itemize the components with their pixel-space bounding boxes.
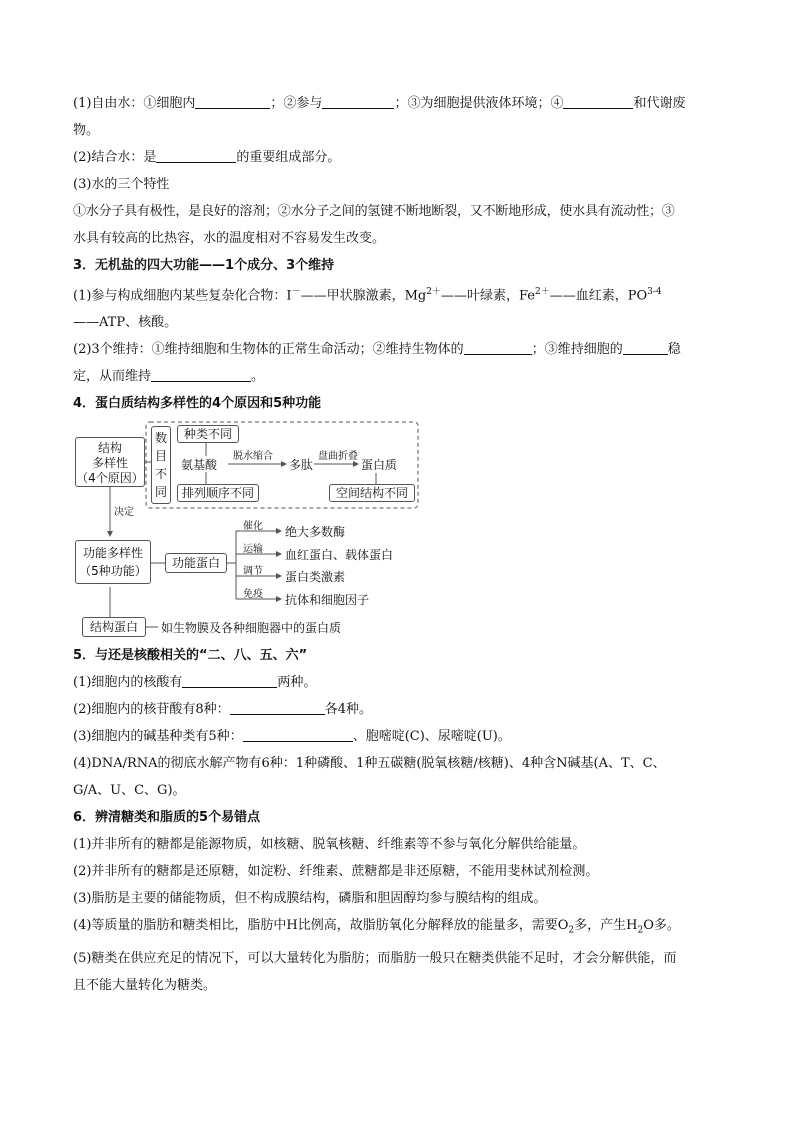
text: (1)参与构成细胞内某些复杂化合物：I xyxy=(73,288,292,304)
functional-protein-box: 功能蛋白 xyxy=(165,553,227,573)
sugar-line-1: (1)并非所有的糖都是能源物质，如核糖、脱氧核糖、纤维素等不参与氧化分解供给能量。 xyxy=(73,837,586,853)
subscript: 2 xyxy=(637,925,644,936)
function-diversity-box: 功能多样性 （5种功能） xyxy=(75,540,151,584)
antibody-label: 抗体和细胞因子 xyxy=(285,593,370,608)
text: (2)结合水：是 xyxy=(73,150,157,165)
heading-text: 6．辨清糖类和脂质的5个易错点 xyxy=(73,810,261,826)
catalyze-label: 催化 xyxy=(243,521,263,533)
sugar-line-2: (2)并非所有的糖都是还原糖，如淀粉、纤维素、蔗糖都是非还原糖，不能用斐林试剂检测。 xyxy=(73,864,599,880)
arrow-head xyxy=(281,461,287,467)
text: 。 xyxy=(251,369,265,385)
text: ——甲状腺激素，Mg xyxy=(300,288,427,304)
hormone-label: 蛋白类激素 xyxy=(285,570,346,585)
salt-line-2: ——ATP、核酸。 xyxy=(73,315,178,331)
section-3-heading xyxy=(73,252,733,279)
text: (2)细胞内的核苷酸有8种： xyxy=(73,702,230,718)
fill-blank[interactable] xyxy=(322,94,394,109)
text: ——血红素，PO xyxy=(549,288,648,304)
text: (4)等质量的脂肪和糖类相比，脂肪中H比例高，故脂肪氧化分解释放的能量多，需要O xyxy=(73,918,569,934)
protein-diagram xyxy=(73,417,733,642)
water-traits-title: (3)水的三个特性 xyxy=(73,177,170,192)
nucleic-line-4: (4)DNA/RNA的彻底水解产物有6种：1种磷酸、1种五碳糖(脱氧核糖/核糖)、4种含N碱基(A、T、C、 xyxy=(73,756,666,772)
arrow-head xyxy=(276,528,282,534)
sugar-line-3: (3)脂肪是主要的储能物质，但不构成膜结构，磷脂和胆固醇均参与膜结构的组成。 xyxy=(73,891,547,907)
text: (2)3个维持：①维持细胞和生物体的正常生命活动；②维持生物体的 xyxy=(73,342,464,358)
section-5-heading xyxy=(73,642,733,669)
fill-blank[interactable] xyxy=(243,727,353,742)
number-different-box: 数 目 不 同 xyxy=(151,426,171,504)
superscript: 3-4 xyxy=(647,287,662,297)
water-traits-line-1: ①水分子具有极性，是良好的溶剂；②水分子之间的氢键不断地断裂，又不断地形成，使水具有流动性；③ xyxy=(73,204,675,219)
text: ——叶绿素，Fe xyxy=(440,288,535,304)
text: ；③维持细胞的 xyxy=(531,342,623,358)
space-structure-different-box: 空间结构不同 xyxy=(329,484,415,502)
nucleic-line-1 xyxy=(73,669,733,696)
arrow-head xyxy=(276,551,282,557)
free-water-line-2: 物。 xyxy=(73,123,100,138)
text: (3)细胞内的碱基种类有5种： xyxy=(73,729,243,745)
fill-blank[interactable] xyxy=(151,367,251,382)
section-4-heading xyxy=(73,390,733,417)
text: 多，产生H xyxy=(574,918,638,934)
text: ；②参与 xyxy=(270,96,323,111)
structural-protein-box: 结构蛋白 xyxy=(82,617,146,637)
transport-label: 运输 xyxy=(243,544,263,556)
text: 稳 xyxy=(667,342,681,358)
peptide-label: 多肽 xyxy=(289,458,314,473)
text: (1)自由水：①细胞内 xyxy=(73,96,196,111)
fill-blank[interactable] xyxy=(156,148,236,163)
text: 和代谢废 xyxy=(633,96,686,111)
sugar-line-5: (5)糖类在供应充足的情况下，可以大量转化为脂肪；而脂肪一般只在糖类供能不足时，才会分解供能，而 xyxy=(73,950,677,966)
superscript: 2＋ xyxy=(534,287,550,297)
fill-blank[interactable] xyxy=(464,340,532,355)
diagram-connectors xyxy=(73,417,733,642)
arrow-head xyxy=(276,596,282,602)
sugar-line-6: 且不能大量转化为糖类。 xyxy=(73,977,217,993)
free-water-line-1 xyxy=(73,90,733,117)
salt-line-4 xyxy=(73,363,733,390)
protein-label: 蛋白质 xyxy=(361,458,398,473)
fill-blank[interactable] xyxy=(623,340,668,355)
structure-diversity-box: 结构 多样性 （4个原因） xyxy=(75,437,145,487)
dehydration-label: 脱水缩合 xyxy=(233,451,273,463)
superscript: － xyxy=(291,287,301,297)
immune-label: 免疫 xyxy=(243,589,263,601)
subscript: 2 xyxy=(568,925,575,936)
heading-text: 3．无机盐的四大功能——1个成分、3个维持 xyxy=(73,258,335,273)
superscript: 2＋ xyxy=(426,287,441,297)
water-traits-line-2: 水具有较高的比热容，水的温度相对不容易发生改变。 xyxy=(73,231,386,246)
arrow-head xyxy=(276,573,282,579)
bound-water-line xyxy=(73,144,733,171)
text: ；③为细胞提供液体环境；④ xyxy=(394,96,564,111)
text: 的重要组成部分。 xyxy=(236,150,341,165)
enzyme-label: 绝大多数酶 xyxy=(285,525,346,540)
regulate-label: 调节 xyxy=(243,566,263,578)
kind-different-box: 种类不同 xyxy=(177,425,239,443)
salt-line-1 xyxy=(73,279,733,309)
text: O多。 xyxy=(643,918,680,934)
salt-line-3 xyxy=(73,336,733,363)
text: 各4种。 xyxy=(324,702,372,718)
fill-blank[interactable] xyxy=(195,94,270,109)
section-6-heading xyxy=(73,804,733,831)
folding-label: 盘曲折叠 xyxy=(318,451,358,463)
nucleic-line-5: G/A、U、C、G)。 xyxy=(73,783,186,799)
heading-text: 5．与还是核酸相关的“二、八、五、六” xyxy=(73,648,308,664)
text: (1)细胞内的核酸有 xyxy=(73,675,183,691)
sugar-line-4 xyxy=(73,912,733,945)
arrow-head xyxy=(107,531,113,537)
fill-blank[interactable] xyxy=(230,700,325,715)
decide-label: 决定 xyxy=(114,507,134,519)
heading-text: 4．蛋白质结构多样性的4个原因和5种功能 xyxy=(73,396,322,412)
text: 、胞嘧啶(C)、尿嘧啶(U)。 xyxy=(352,729,511,745)
fill-blank[interactable] xyxy=(182,673,277,688)
membrane-protein-label: 如生物膜及各种细胞器中的蛋白质 xyxy=(161,621,342,636)
hemoglobin-label: 血红蛋白、载体蛋白 xyxy=(285,548,394,563)
nucleic-line-3 xyxy=(73,723,733,750)
order-different-box: 排列顺序不同 xyxy=(177,484,259,502)
fill-blank[interactable] xyxy=(563,94,633,109)
amino-acid-label: 氨基酸 xyxy=(181,458,218,473)
document-page xyxy=(73,90,733,999)
text: 定，从而维持 xyxy=(73,369,152,385)
text: 两种。 xyxy=(277,675,317,691)
nucleic-line-2 xyxy=(73,696,733,723)
